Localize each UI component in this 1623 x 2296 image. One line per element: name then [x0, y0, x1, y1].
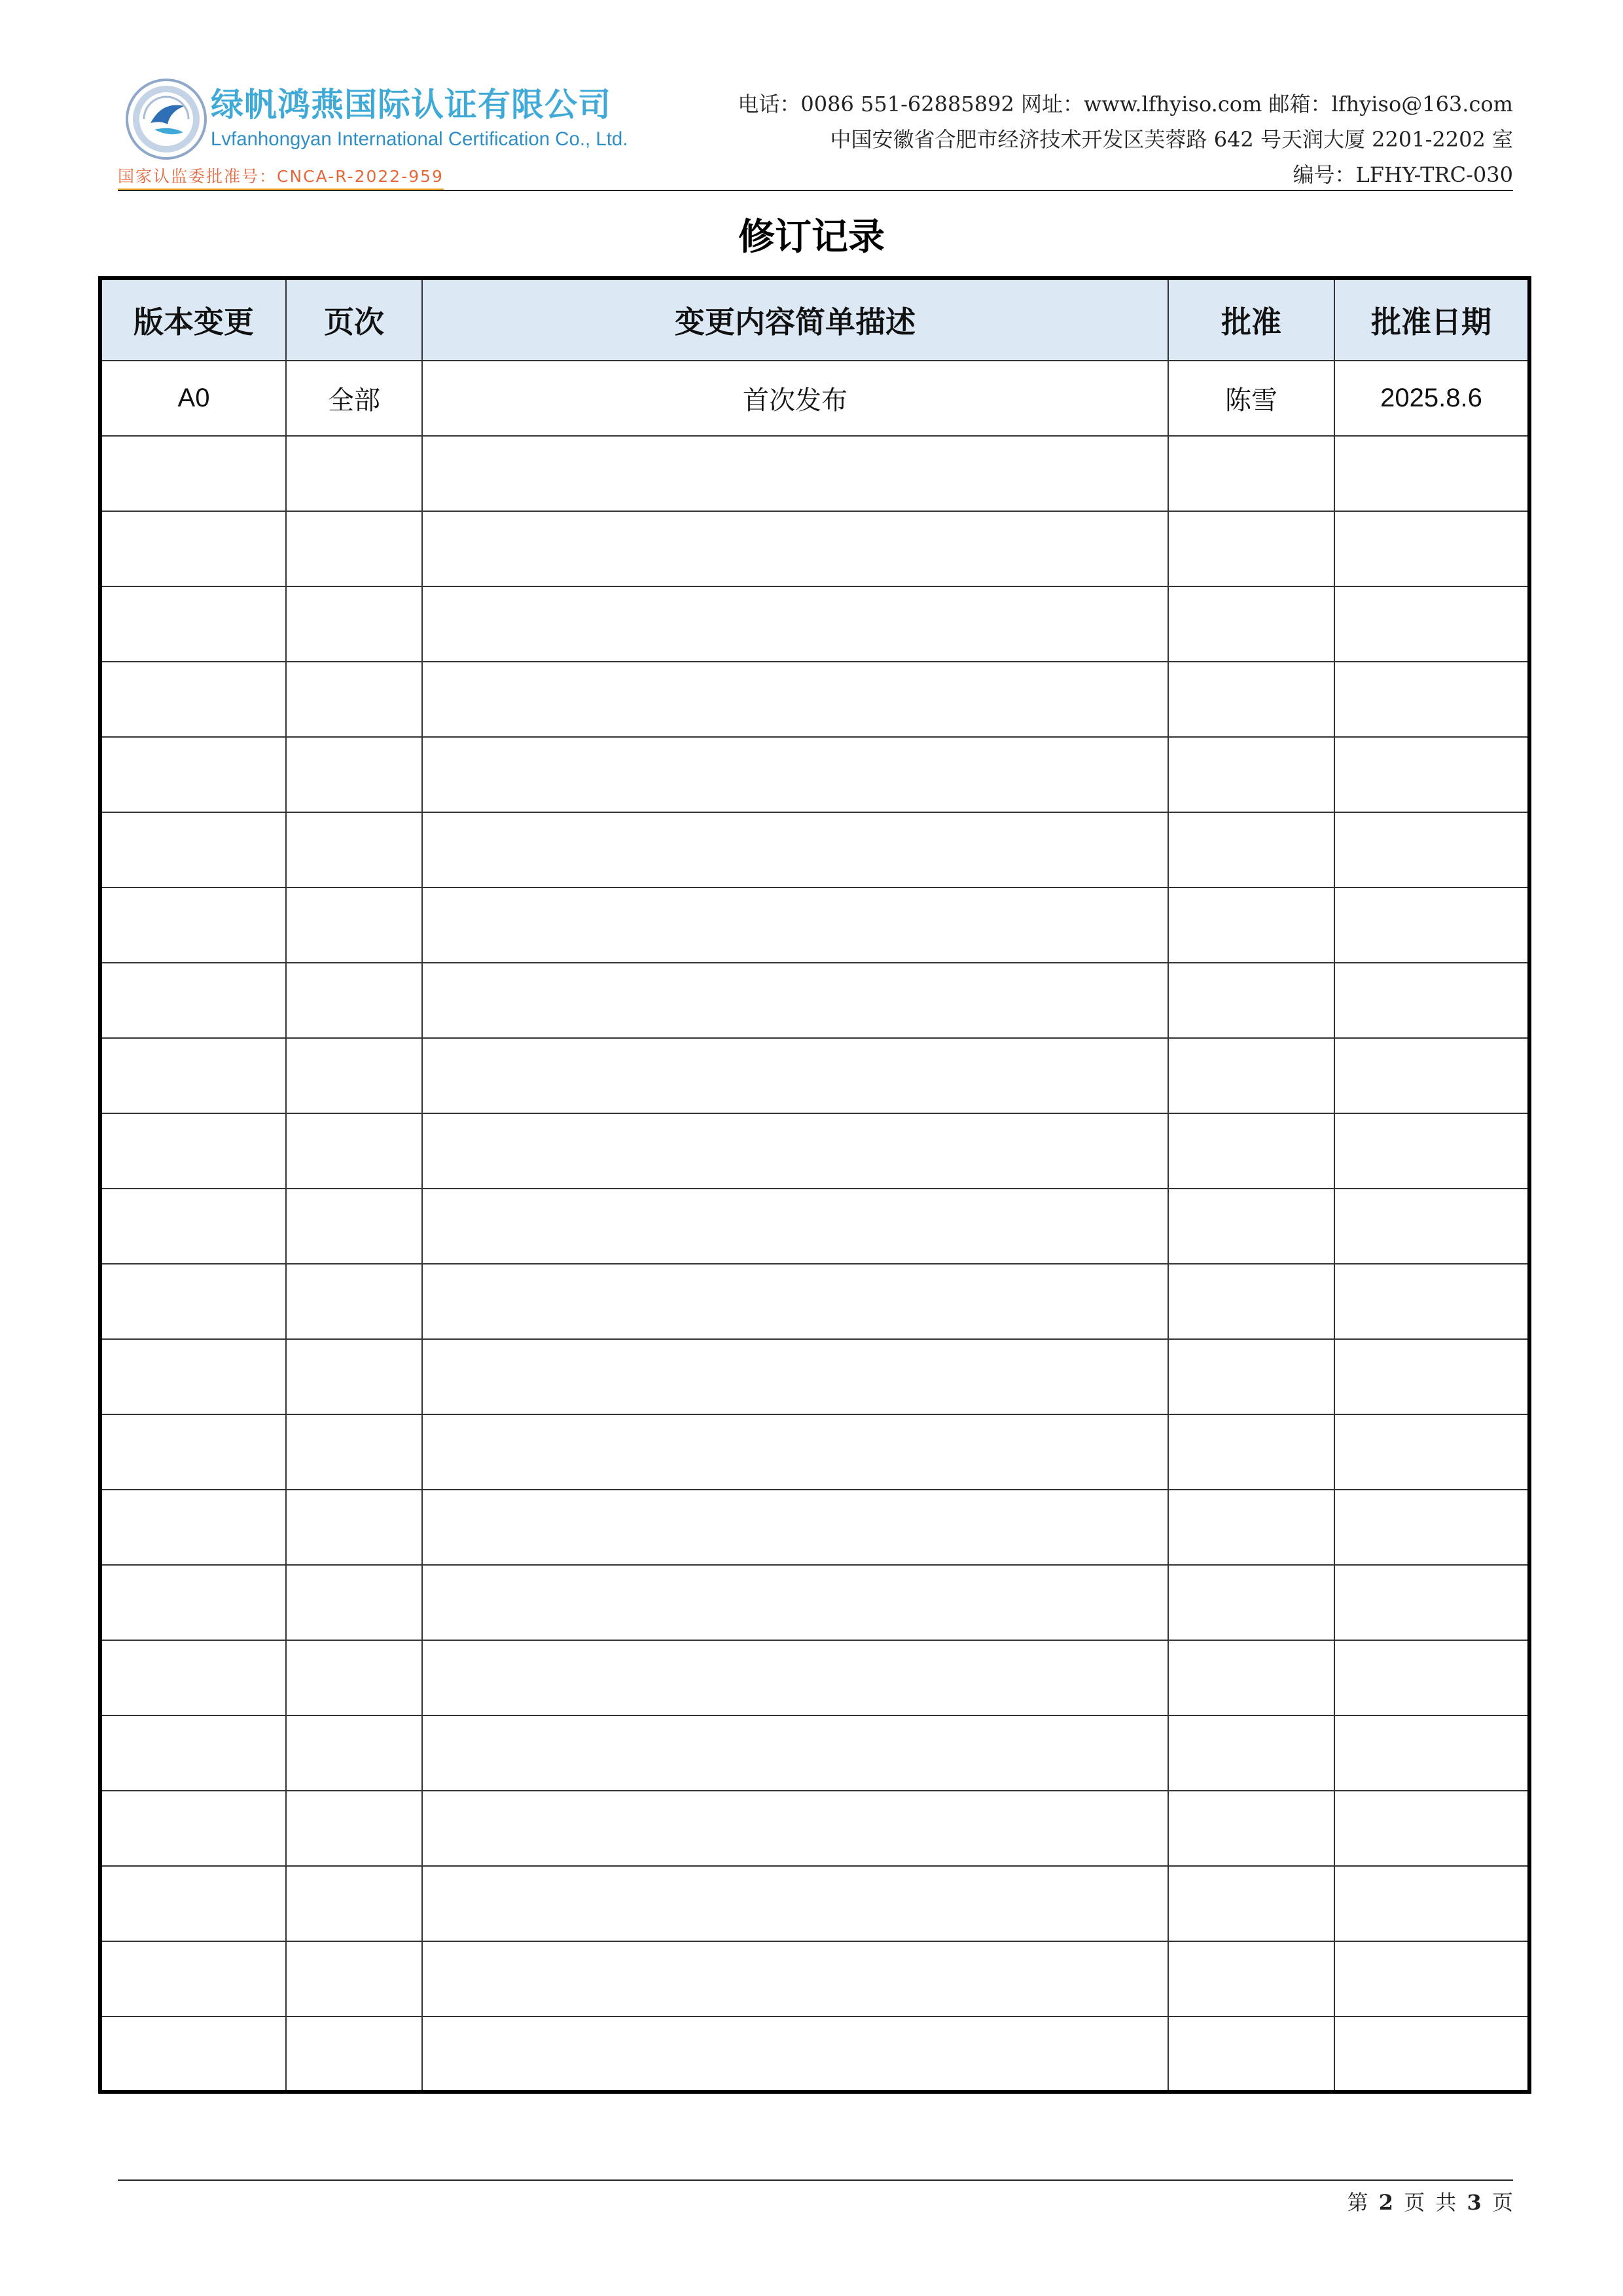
cell-approver — [1168, 1189, 1334, 1264]
cell-description — [422, 888, 1168, 963]
cell-version — [100, 963, 286, 1038]
cell-version — [100, 888, 286, 963]
cell-approval-date — [1334, 737, 1529, 812]
cell-description — [422, 586, 1168, 662]
cell-approver: 陈雪 — [1168, 361, 1334, 436]
cell-page — [286, 1038, 422, 1113]
cell-approval-date — [1334, 1640, 1529, 1715]
cell-page — [286, 436, 422, 511]
cell-version — [100, 1189, 286, 1264]
cell-version — [100, 1490, 286, 1565]
contact-address: 中国安徽省合肥市经济技术开发区芙蓉路 642 号天润大厦 2201-2202 室 — [830, 127, 1513, 152]
cell-approver — [1168, 1941, 1334, 2017]
cell-approver — [1168, 1791, 1334, 1866]
page-footer — [1347, 2186, 1513, 2216]
table-header-row — [100, 278, 1529, 361]
cell-version — [100, 1640, 286, 1715]
cell-description — [422, 1264, 1168, 1339]
table-row — [100, 812, 1529, 888]
cell-description — [422, 1866, 1168, 1941]
cell-approval-date — [1334, 2017, 1529, 2092]
column-header-page: 页次 — [286, 278, 422, 361]
table-row — [100, 1866, 1529, 1941]
cell-version — [100, 737, 286, 812]
cell-page — [286, 1565, 422, 1640]
cell-approval-date — [1334, 1941, 1529, 2017]
cell-version — [100, 812, 286, 888]
cell-approval-date — [1334, 1791, 1529, 1866]
cell-page — [286, 1339, 422, 1414]
cell-page — [286, 888, 422, 963]
cell-description — [422, 1715, 1168, 1791]
cell-approver — [1168, 586, 1334, 662]
cell-page — [286, 1791, 422, 1866]
cell-description — [422, 1038, 1168, 1113]
revision-table — [98, 276, 1531, 2094]
table-row — [100, 963, 1529, 1038]
cell-approver — [1168, 963, 1334, 1038]
cell-approval-date — [1334, 1339, 1529, 1414]
cell-approver — [1168, 1866, 1334, 1941]
cell-page — [286, 812, 422, 888]
cell-approver — [1168, 1339, 1334, 1414]
cell-page — [286, 963, 422, 1038]
cell-version — [100, 1113, 286, 1189]
table-row — [100, 888, 1529, 963]
cell-approver — [1168, 1264, 1334, 1339]
company-name-en: Lvfanhongyan International Certification Co., Ltd. — [211, 128, 628, 150]
cell-description — [422, 662, 1168, 737]
cell-description — [422, 812, 1168, 888]
table-row — [100, 1339, 1529, 1414]
cell-description — [422, 511, 1168, 586]
cell-approval-date — [1334, 1565, 1529, 1640]
cell-approval-date — [1334, 662, 1529, 737]
cell-page — [286, 1715, 422, 1791]
cell-description — [422, 1791, 1168, 1866]
cell-page — [286, 511, 422, 586]
cell-version — [100, 1715, 286, 1791]
table-row — [100, 1941, 1529, 2017]
cell-page — [286, 2017, 422, 2092]
table-row — [100, 2017, 1529, 2092]
table-row — [100, 1189, 1529, 1264]
company-logo — [118, 77, 628, 188]
cell-description — [422, 737, 1168, 812]
cell-version — [100, 1791, 286, 1866]
cell-approver — [1168, 511, 1334, 586]
cell-page — [286, 1414, 422, 1490]
cell-version — [100, 1941, 286, 2017]
cell-approval-date — [1334, 812, 1529, 888]
table-row — [100, 361, 1529, 436]
table-row — [100, 1113, 1529, 1189]
cell-approver — [1168, 888, 1334, 963]
footer-suffix: 页 — [1491, 2190, 1513, 2215]
footer-prefix: 第 — [1347, 2190, 1368, 2215]
cell-page — [286, 1490, 422, 1565]
cell-approver — [1168, 737, 1334, 812]
cell-page — [286, 586, 422, 662]
table-row — [100, 737, 1529, 812]
header-divider — [118, 190, 1513, 191]
cell-page — [286, 737, 422, 812]
table-row — [100, 1490, 1529, 1565]
cell-version — [100, 1866, 286, 1941]
cell-description — [422, 1189, 1168, 1264]
cell-approver — [1168, 1490, 1334, 1565]
cell-approval-date — [1334, 511, 1529, 586]
table-row — [100, 1791, 1529, 1866]
cell-page: 全部 — [286, 361, 422, 436]
cell-approval-date — [1334, 1264, 1529, 1339]
column-header-approver: 批准 — [1168, 278, 1334, 361]
cell-version — [100, 586, 286, 662]
cell-approver — [1168, 1038, 1334, 1113]
cell-version — [100, 1264, 286, 1339]
cell-page — [286, 1189, 422, 1264]
cell-approver — [1168, 1640, 1334, 1715]
cell-page — [286, 1866, 422, 1941]
cell-approval-date — [1334, 1113, 1529, 1189]
column-header-version: 版本变更 — [100, 278, 286, 361]
total-page-number: 3 — [1467, 2190, 1482, 2215]
column-header-approval-date: 批准日期 — [1334, 278, 1529, 361]
cell-approver — [1168, 812, 1334, 888]
cell-description — [422, 2017, 1168, 2092]
table-row — [100, 1715, 1529, 1791]
table-row — [100, 1640, 1529, 1715]
current-page-number: 2 — [1378, 2190, 1394, 2215]
table-row — [100, 511, 1529, 586]
cell-description — [422, 1565, 1168, 1640]
cell-approval-date — [1334, 586, 1529, 662]
table-row — [100, 1565, 1529, 1640]
cell-approval-date — [1334, 1038, 1529, 1113]
approval-number: 国家认监委批准号：CNCA-R-2022-959 — [118, 164, 444, 191]
cell-approver — [1168, 1414, 1334, 1490]
cell-description — [422, 1640, 1168, 1715]
cell-approver — [1168, 1565, 1334, 1640]
contact-block — [738, 86, 1513, 192]
cell-description — [422, 436, 1168, 511]
cell-version — [100, 662, 286, 737]
cell-approval-date — [1334, 1414, 1529, 1490]
cell-description — [422, 1339, 1168, 1414]
cell-version — [100, 1339, 286, 1414]
page-title: 修订记录 — [738, 216, 885, 259]
cell-description — [422, 963, 1168, 1038]
cell-version: A0 — [100, 361, 286, 436]
cell-approval-date — [1334, 436, 1529, 511]
cell-approval-date: 2025.8.6 — [1334, 361, 1529, 436]
cell-version — [100, 511, 286, 586]
company-name-cn: 绿帆鸿燕国际认证有限公司 — [211, 86, 611, 124]
cell-page — [286, 1264, 422, 1339]
table-body — [100, 361, 1529, 2092]
cell-approver — [1168, 2017, 1334, 2092]
cell-page — [286, 662, 422, 737]
cell-version — [100, 2017, 286, 2092]
table-row — [100, 436, 1529, 511]
table-row — [100, 1038, 1529, 1113]
cell-approver — [1168, 436, 1334, 511]
document-number: 编号：LFHY-TRC-030 — [1293, 162, 1513, 187]
cell-approval-date — [1334, 888, 1529, 963]
contact-phone-web-email: 电话：0086 551-62885892 网址：www.lfhyiso.com 邮箱：lfhyiso@163.com — [738, 92, 1513, 117]
cell-page — [286, 1640, 422, 1715]
cell-description — [422, 1414, 1168, 1490]
cell-description — [422, 1941, 1168, 2017]
cell-approval-date — [1334, 1189, 1529, 1264]
cell-description — [422, 1490, 1168, 1565]
cell-version — [100, 436, 286, 511]
cell-page — [286, 1941, 422, 2017]
table-row — [100, 586, 1529, 662]
footer-middle: 页 共 — [1404, 2190, 1457, 2215]
cell-approver — [1168, 1113, 1334, 1189]
company-seal-icon — [124, 77, 208, 161]
cell-description — [422, 1113, 1168, 1189]
footer-divider — [118, 2179, 1513, 2181]
cell-page — [286, 1113, 422, 1189]
table-row — [100, 662, 1529, 737]
cell-version — [100, 1038, 286, 1113]
cell-approval-date — [1334, 963, 1529, 1038]
column-header-description: 变更内容简单描述 — [422, 278, 1168, 361]
cell-version — [100, 1414, 286, 1490]
cell-version — [100, 1565, 286, 1640]
cell-approval-date — [1334, 1490, 1529, 1565]
cell-description: 首次发布 — [422, 361, 1168, 436]
cell-approval-date — [1334, 1866, 1529, 1941]
cell-approver — [1168, 662, 1334, 737]
cell-approver — [1168, 1715, 1334, 1791]
table-row — [100, 1414, 1529, 1490]
table-row — [100, 1264, 1529, 1339]
cell-approval-date — [1334, 1715, 1529, 1791]
